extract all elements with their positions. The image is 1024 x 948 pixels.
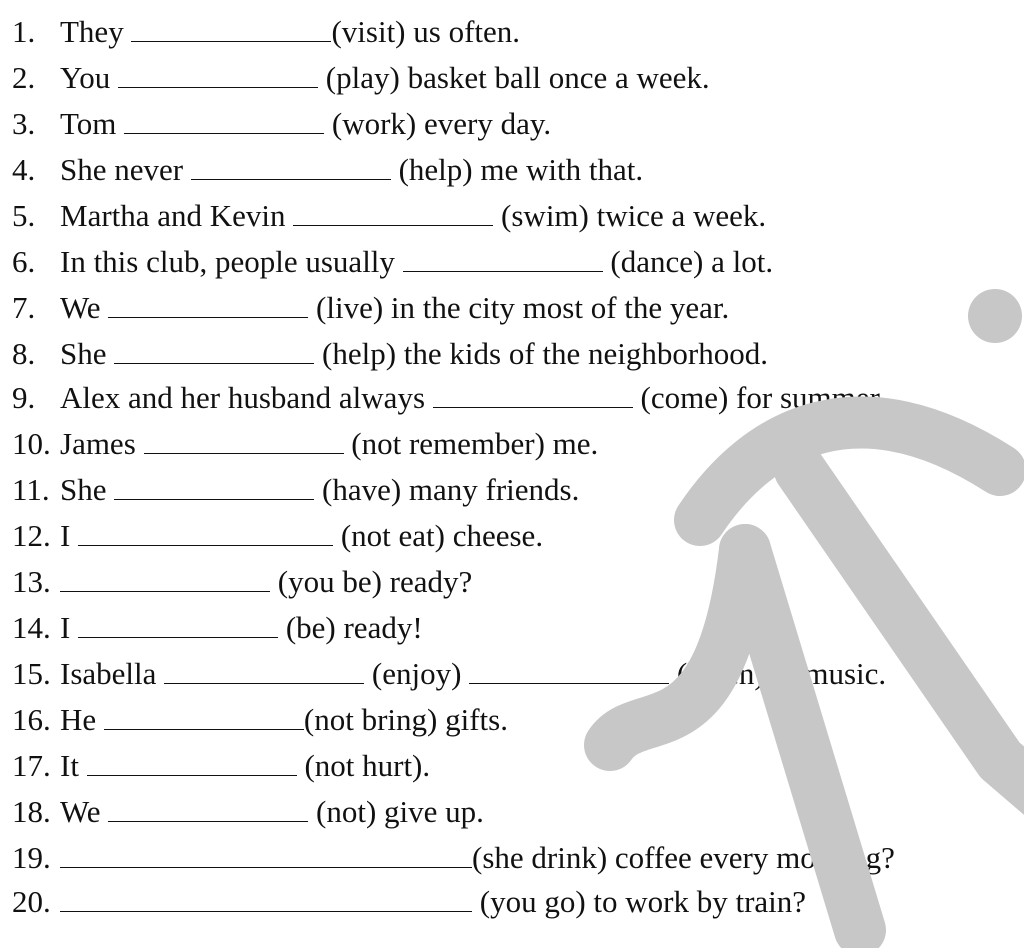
exercise-item-17 xyxy=(12,746,430,786)
item-text: (dance) a lot. xyxy=(602,244,774,279)
exercise-item-1 xyxy=(12,12,520,52)
item-text: (live) in the city most of the year. xyxy=(308,290,730,325)
item-number: 13. xyxy=(12,564,51,599)
answer-blank[interactable] xyxy=(114,473,314,500)
answer-blank[interactable] xyxy=(108,795,308,822)
exercise-item-5 xyxy=(12,196,766,236)
exercise-item-18 xyxy=(12,792,484,832)
exercise-item-20 xyxy=(12,882,806,922)
exercise-item-12 xyxy=(12,516,543,556)
item-text: I xyxy=(60,610,79,645)
item-text: You xyxy=(60,60,119,95)
item-text: It xyxy=(60,748,87,783)
item-text: (swim) twice a week. xyxy=(493,198,767,233)
exercise-item-14 xyxy=(12,608,423,648)
item-text: (not) give up. xyxy=(308,794,484,829)
item-text: (help) me with that. xyxy=(390,152,644,187)
item-number: 19. xyxy=(12,840,51,875)
item-text: (not eat) cheese. xyxy=(333,518,544,553)
item-text: Tom xyxy=(60,106,125,141)
item-text: (not bring) gifts. xyxy=(303,702,508,737)
item-number: 17. xyxy=(12,748,51,783)
item-text: (help) the kids of the neighborhood. xyxy=(314,336,768,371)
item-text: (you go) to work by train? xyxy=(472,884,807,919)
item-number: 14. xyxy=(12,610,51,645)
exercise-item-4 xyxy=(12,150,643,190)
item-number: 16. xyxy=(12,702,51,737)
watermark-stroke-diagonal xyxy=(610,550,745,745)
item-text: In this club, people usually xyxy=(60,244,403,279)
item-number: 2. xyxy=(12,60,36,95)
item-number: 10. xyxy=(12,426,51,461)
item-text: (you be) ready? xyxy=(270,564,473,599)
exercise-item-13 xyxy=(12,562,472,602)
watermark-dot xyxy=(968,289,1022,343)
answer-blank[interactable] xyxy=(78,519,333,546)
answer-blank[interactable] xyxy=(164,657,364,684)
item-text: We xyxy=(60,794,109,829)
item-number: 4. xyxy=(12,152,36,187)
answer-blank[interactable] xyxy=(433,381,633,408)
answer-blank[interactable] xyxy=(118,61,318,88)
item-text: She never xyxy=(60,152,191,187)
item-text: (have) many friends. xyxy=(314,472,580,507)
item-number: 7. xyxy=(12,290,36,325)
exercise-item-16 xyxy=(12,700,508,740)
exercise-item-9 xyxy=(12,378,886,418)
item-number: 11. xyxy=(12,472,50,507)
item-number: 12. xyxy=(12,518,51,553)
watermark-stroke-mid xyxy=(800,470,1024,820)
answer-blank[interactable] xyxy=(114,337,314,364)
item-number: 8. xyxy=(12,336,36,371)
answer-blank[interactable] xyxy=(60,565,270,592)
exercise-item-11 xyxy=(12,470,579,510)
answer-blank[interactable] xyxy=(104,703,304,730)
item-number: 1. xyxy=(12,14,36,49)
answer-blank[interactable] xyxy=(78,611,278,638)
item-number: 3. xyxy=(12,106,36,141)
exercise-item-2 xyxy=(12,58,710,98)
item-text: (be) ready! xyxy=(278,610,423,645)
item-text: She xyxy=(60,336,115,371)
item-text: (work) every day. xyxy=(324,106,552,141)
item-text: We xyxy=(60,290,109,325)
exercise-item-10 xyxy=(12,424,598,464)
item-text: She xyxy=(60,472,115,507)
item-number: 5. xyxy=(12,198,36,233)
answer-blank[interactable] xyxy=(108,291,308,318)
exercise-item-7 xyxy=(12,288,729,328)
item-number: 15. xyxy=(12,656,51,691)
answer-blank[interactable] xyxy=(60,885,472,912)
item-text: They xyxy=(60,14,132,49)
answer-blank[interactable] xyxy=(144,427,344,454)
item-text: James xyxy=(60,426,144,461)
exercise-item-6 xyxy=(12,242,773,282)
item-text: He xyxy=(60,702,104,737)
watermark-stroke-arch xyxy=(700,423,1000,520)
item-text: (visit) us often. xyxy=(331,14,521,49)
item-text: (come) for summer. xyxy=(632,380,886,415)
item-number: 6. xyxy=(12,244,36,279)
answer-blank[interactable] xyxy=(87,749,297,776)
item-text: (play) basket ball once a week. xyxy=(318,60,710,95)
answer-blank[interactable] xyxy=(191,153,391,180)
answer-blank[interactable] xyxy=(293,199,493,226)
item-number: 18. xyxy=(12,794,51,829)
exercise-item-8 xyxy=(12,334,768,374)
item-text: Isabella xyxy=(60,656,165,691)
item-text: (she drink) coffee every morning? xyxy=(472,840,895,875)
answer-blank[interactable] xyxy=(124,107,324,134)
exercise-item-19 xyxy=(12,838,895,878)
item-number: 20. xyxy=(12,884,51,919)
item-text: Alex and her husband always xyxy=(60,380,433,415)
answer-blank[interactable] xyxy=(131,15,331,42)
exercise-item-15 xyxy=(12,654,886,694)
item-text: I xyxy=(60,518,79,553)
item-text: (enjoy) xyxy=(364,656,470,691)
answer-blank[interactable] xyxy=(403,245,603,272)
exercise-item-3 xyxy=(12,104,551,144)
item-text: (not hurt). xyxy=(296,748,431,783)
answer-blank[interactable] xyxy=(469,657,669,684)
answer-blank[interactable] xyxy=(60,841,472,868)
item-number: 9. xyxy=(12,380,36,415)
item-text: Martha and Kevin xyxy=(60,198,294,233)
item-text: (not remember) me. xyxy=(343,426,599,461)
item-text: (listen) to music. xyxy=(669,656,887,691)
